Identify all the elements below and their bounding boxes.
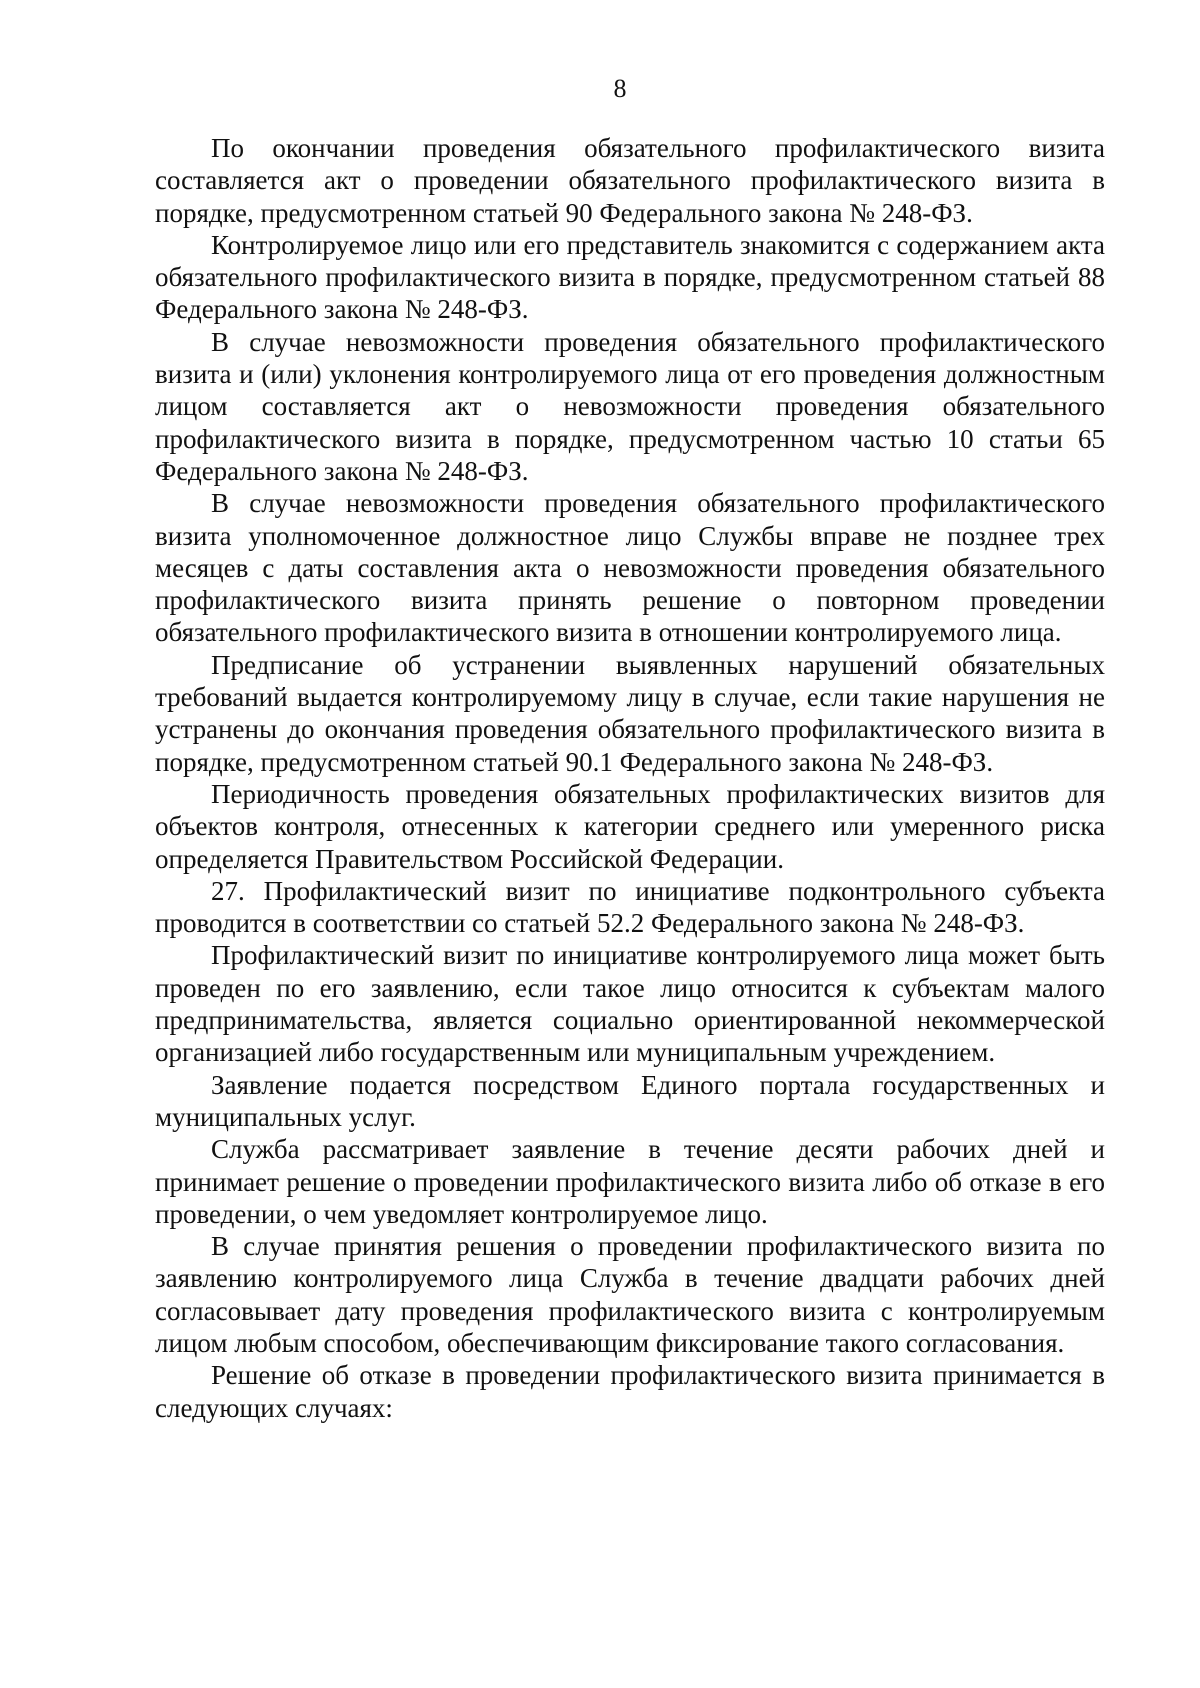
paragraph-item-27: 27. Профилактический визит по инициативе подконтрольного субъекта проводится в соответствии со статьей 52.2 Федерального закона № 248-ФЗ. xyxy=(155,875,1105,939)
paragraph-prescription: Предписание об устранении выявленных нарушений обязательных требований выдается контролируемому лицу в случае, если такие нарушения не устранены до окончания проведения обязательного профилактического визита в порядке, предусмотренном статьей 90.1 Федерального закона № 248-ФЗ. xyxy=(155,649,1105,777)
paragraph-date-agreement: В случае принятия решения о проведении профилактического визита по заявлению контролируемого лица Служба в течение двадцати рабочих дней согласовывает дату проведения профилактического визита с контролируемым лицом любым способом, обеспечивающим фиксирование такого согласования. xyxy=(155,1231,1105,1358)
document-body xyxy=(155,132,1105,1424)
paragraph-act-after-visit: По окончании проведения обязательного профилактического визита составляется акт о проведении обязательного профилактического визита в порядке, предусмотренном статьей 90 Федерального закона № 248-ФЗ. xyxy=(155,133,1105,228)
paragraph-familiarization: Контролируемое лицо или его представитель знакомится с содержанием акта обязательного профилактического визита в порядке, предусмотренном статьей 88 Федерального закона № 248-ФЗ. xyxy=(155,229,1105,325)
page-number: 8 xyxy=(613,74,627,103)
paragraph-periodicity: Периодичность проведения обязательных профилактических визитов для объектов контроля, отнесенных к категории среднего или умеренного риска определяется Правительством Российской Федерации. xyxy=(155,778,1105,874)
paragraph-impossibility-act: В случае невозможности проведения обязательного профилактического визита и (или) уклонения контролируемого лица от его проведения должностным лицом составляется акт о невозможности проведения обязательного профилактического визита в порядке, предусмотренном частью 10 статьи 65 Федерального закона № 248-ФЗ. xyxy=(155,326,1105,486)
paragraph-review-period: Служба рассматривает заявление в течение десяти рабочих дней и принимает решение о проведении профилактического визита либо об отказе в его проведении, о чем уведомляет контролируемое лицо. xyxy=(155,1134,1105,1229)
paragraph-repeat-visit: В случае невозможности проведения обязательного профилактического визита уполномоченное должностное лицо Службы вправе не позднее трех месяцев с даты составления акта о невозможности проведения обязательного профилактического визита принять решение о повторном проведении обязательного профилактического визита в отношении контролируемого лица. xyxy=(155,488,1105,648)
paragraph-refusal-cases: Решение об отказе в проведении профилактического визита принимается в следующих случаях: xyxy=(155,1360,1105,1423)
paragraph-application-portal: Заявление подается посредством Единого портала государственных и муниципальных услуг. xyxy=(155,1069,1105,1132)
paragraph-initiative-visit: Профилактический визит по инициативе контролируемого лица может быть проведен по его заявлению, если такое лицо относится к субъектам малого предпринимательства, является социально ориентированной некоммерческой организацией либо государственным или муниципальным учреждением. xyxy=(155,940,1105,1068)
